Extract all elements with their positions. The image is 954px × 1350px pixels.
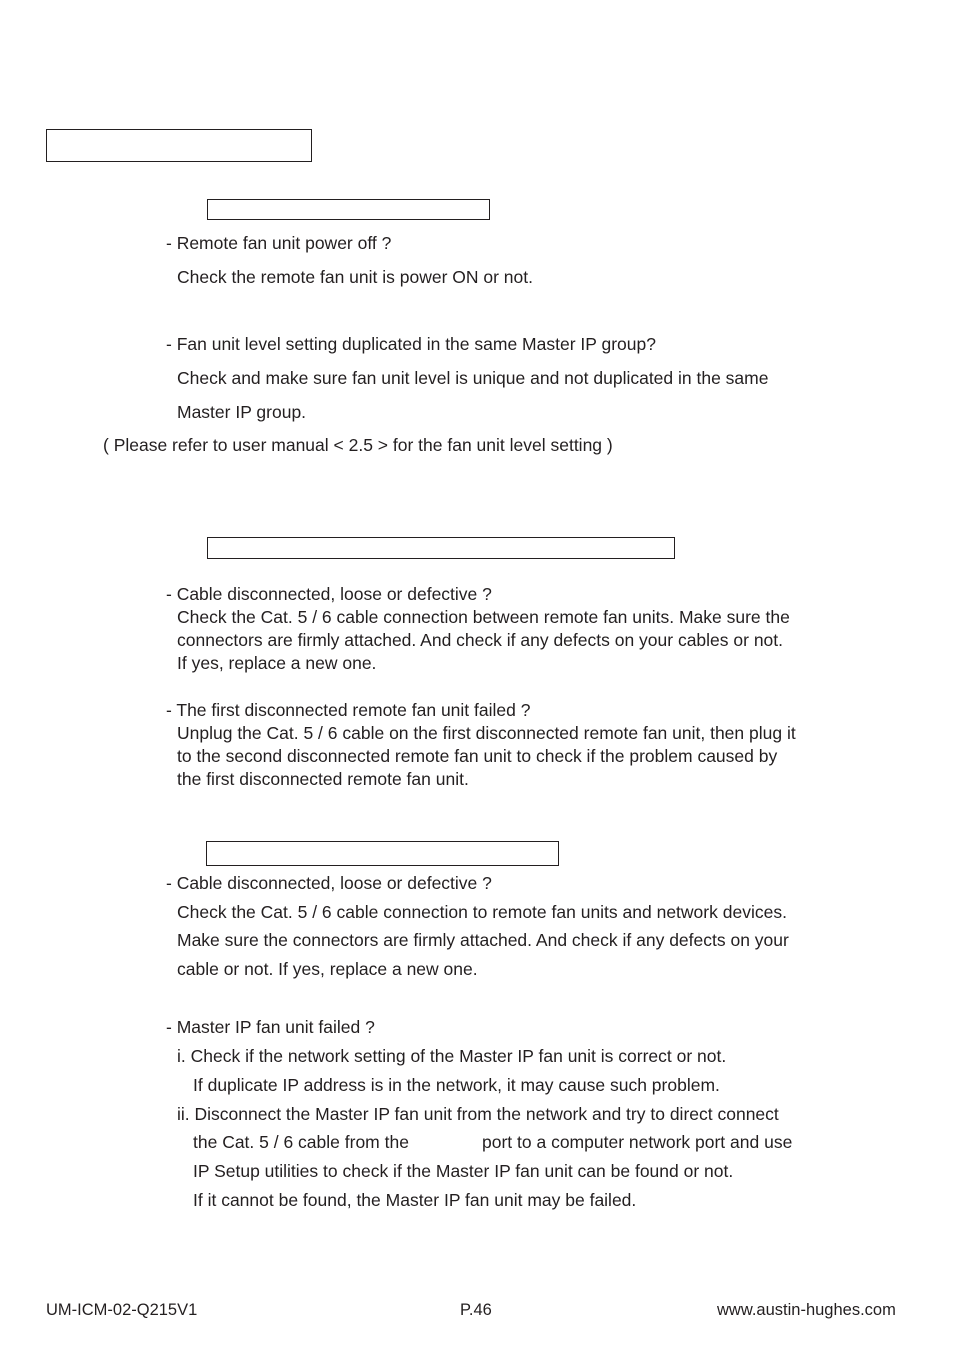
answer-cable2-line1: Check the Cat. 5 / 6 cable connection to remote fan units and network devices. xyxy=(177,902,787,922)
answer-cable-line2: connectors are firmly attached. And check if any defects on your cables or not. xyxy=(177,630,784,650)
answer-first-unit-line3: the first disconnected remote fan unit. xyxy=(177,769,469,789)
answer-cable2-line2: Make sure the connectors are firmly attached. And check if any defects on your xyxy=(177,930,789,950)
step-ii-line4: If it cannot be found, the Master IP fan unit may be failed. xyxy=(193,1190,637,1210)
question-remote-power-off: - Remote fan unit power off ? xyxy=(166,233,392,253)
answer-remote-power-off: Check the remote fan unit is power ON or not. xyxy=(177,267,533,287)
answer-cable-line3: If yes, replace a new one. xyxy=(177,653,377,673)
step-ii-line1: ii. Disconnect the Master IP fan unit from the network and try to direct connect xyxy=(177,1104,779,1124)
answer-first-unit-line1: Unplug the Cat. 5 / 6 cable on the first disconnected remote fan unit, then plug it xyxy=(177,723,796,743)
answer-first-unit-line2: to the second disconnected remote fan unit to check if the problem caused by xyxy=(177,746,778,766)
subheading-box-3 xyxy=(206,841,559,866)
question-level-duplicated: - Fan unit level setting duplicated in the same Master IP group? xyxy=(166,334,656,354)
manual-reference-note: ( Please refer to user manual < 2.5 > for the fan unit level setting ) xyxy=(103,435,613,455)
answer-level-duplicated-line2: Master IP group. xyxy=(177,402,307,422)
step-i-line1: i. Check if the network setting of the Master IP fan unit is correct or not. xyxy=(177,1046,727,1066)
subheading-box-2 xyxy=(207,537,675,559)
question-master-ip-failed: - Master IP fan unit failed ? xyxy=(166,1017,375,1037)
step-ii-line3: IP Setup utilities to check if the Master IP fan unit can be found or not. xyxy=(193,1161,734,1181)
footer-page-number: P.46 xyxy=(460,1301,492,1319)
answer-level-duplicated-line1: Check and make sure fan unit level is unique and not duplicated in the same xyxy=(177,368,769,388)
step-ii-line2-start: the Cat. 5 / 6 cable from the xyxy=(193,1132,409,1152)
footer-doc-id: UM-ICM-02-Q215V1 xyxy=(46,1301,198,1319)
question-first-unit-failed: - The first disconnected remote fan unit failed ? xyxy=(166,700,531,720)
question-cable-disconnected: - Cable disconnected, loose or defective ? xyxy=(166,584,492,604)
step-i-line2: If duplicate IP address is in the network, it may cause such problem. xyxy=(193,1075,720,1095)
footer-website: www.austin-hughes.com xyxy=(717,1301,896,1319)
step-ii-line2-end: port to a computer network port and use xyxy=(482,1132,793,1152)
question-cable-disconnected-2: - Cable disconnected, loose or defective ? xyxy=(166,873,492,893)
subheading-box-1 xyxy=(207,199,490,220)
answer-cable-line1: Check the Cat. 5 / 6 cable connection between remote fan units. Make sure the xyxy=(177,607,790,627)
answer-cable2-line3: cable or not. If yes, replace a new one. xyxy=(177,959,478,979)
section-heading-box xyxy=(46,129,312,162)
